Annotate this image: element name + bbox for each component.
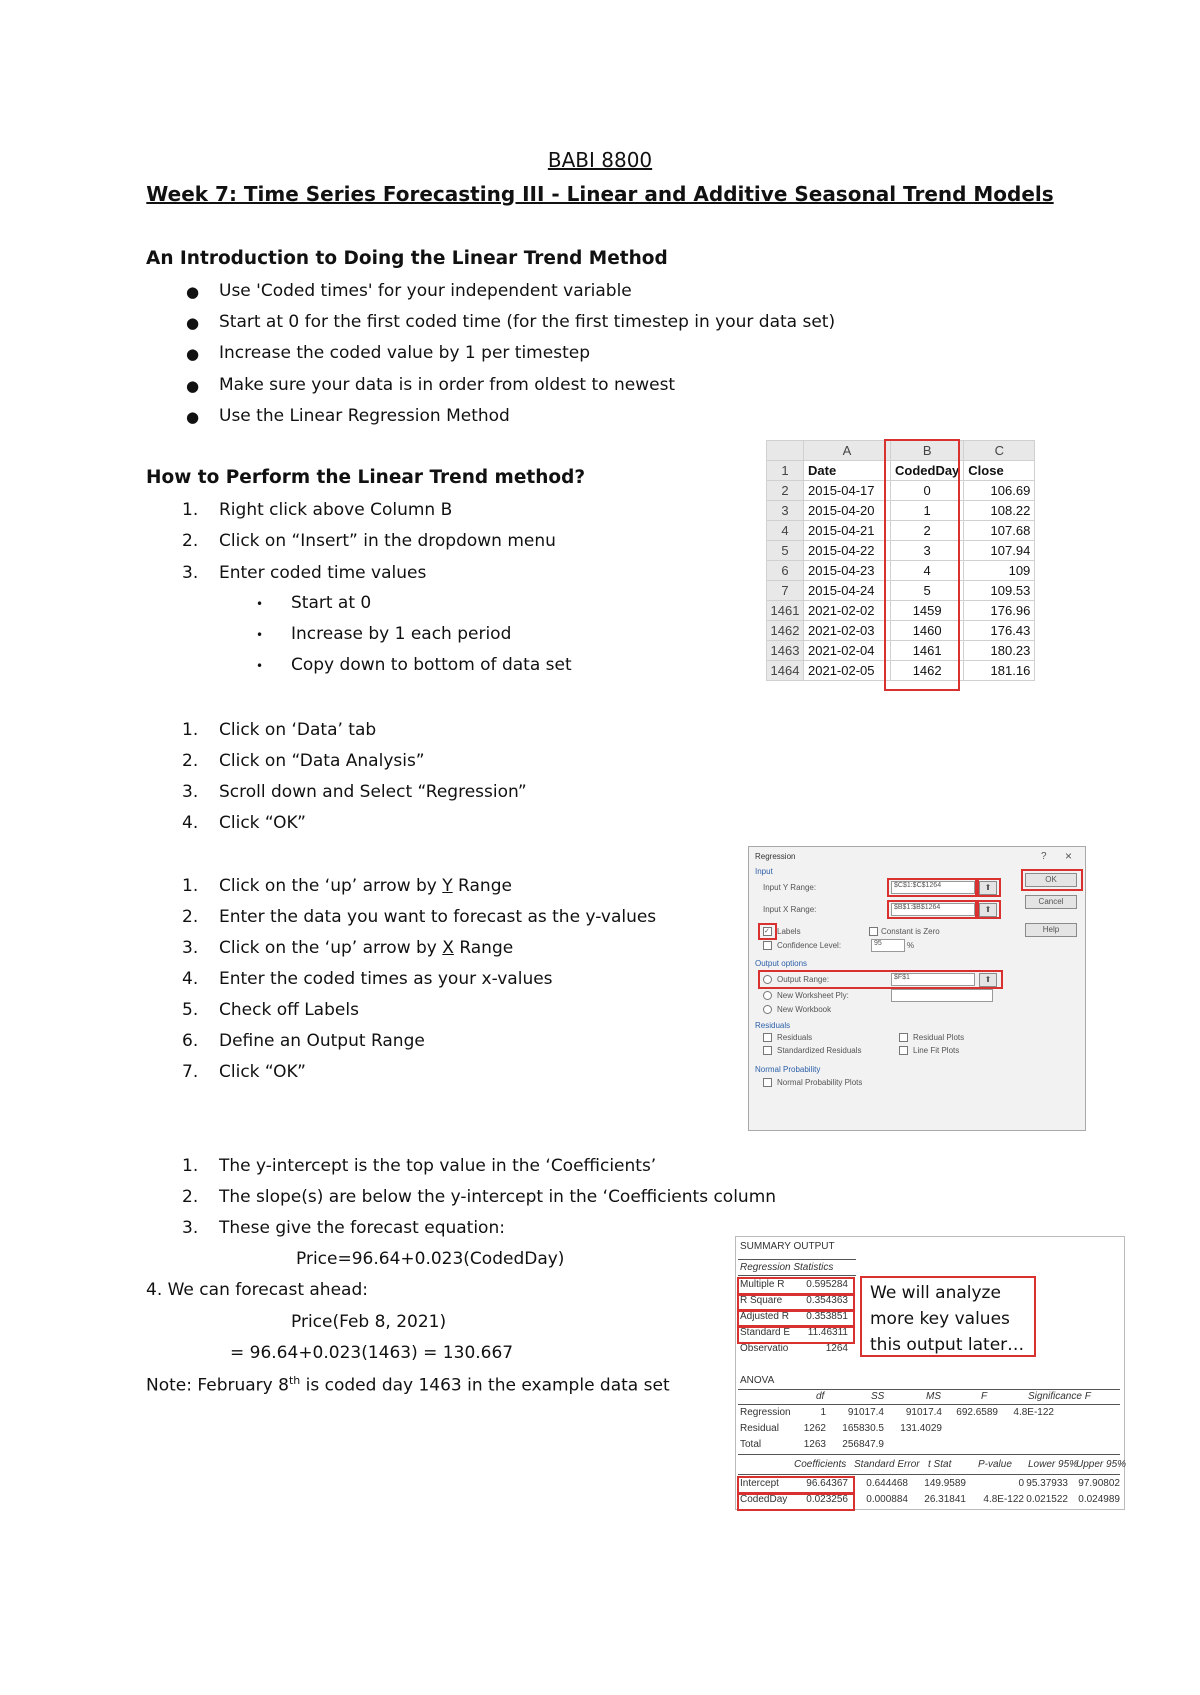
coded-day-cell: CodedDay <box>891 461 964 481</box>
date-cell: 2015-04-23 <box>804 561 891 581</box>
step-number: 5. <box>182 1000 199 1020</box>
coef-header: Coefficients <box>794 1459 847 1470</box>
column-header: B <box>891 441 964 461</box>
forecast-expression: Price(Feb 8, 2021) <box>291 1312 447 1332</box>
note-text: February 8 <box>191 1375 289 1396</box>
divider <box>738 1454 1120 1455</box>
close-cell: 108.22 <box>964 501 1035 521</box>
coef-header: P-value <box>978 1459 1012 1470</box>
date-cell: 2021-02-04 <box>804 641 891 661</box>
up-arrow-icon: ⬆ <box>979 903 997 917</box>
regression-step: Define an Output Range <box>219 1031 425 1051</box>
coef-label-cell: CodedDay <box>740 1494 788 1505</box>
note-text: is coded day 1463 in the example data set <box>300 1375 670 1396</box>
confidence-checkbox <box>763 941 772 950</box>
anova-header: SS <box>871 1391 885 1402</box>
regression-step: Enter the coded times as your x-values <box>219 969 553 989</box>
bullet-icon: ● <box>186 314 200 332</box>
y-range-input: $C$1:$C$1264 <box>891 881 975 894</box>
summary-title: SUMMARY OUTPUT <box>740 1241 835 1252</box>
bullet-icon: • <box>256 659 264 673</box>
step-number: 3. <box>182 563 199 583</box>
residual-plots-checkbox <box>899 1033 908 1042</box>
interpret-step: The slope(s) are below the y-intercept in the ‘Coefficients column <box>219 1187 777 1207</box>
coef-t-cell: 26.31841 <box>924 1494 966 1505</box>
intro-bullet: Make sure your data is in order from oldest to newest <box>219 375 676 395</box>
close-cell: 180.23 <box>964 641 1035 661</box>
divider <box>738 1474 1120 1475</box>
close-cell: 109 <box>964 561 1035 581</box>
anova-label-cell: Residual <box>740 1423 779 1434</box>
forecast-label: 4. We can forecast ahead: <box>146 1280 368 1300</box>
forecast-calculation: = 96.64+0.023(1463) = 130.667 <box>230 1343 514 1363</box>
page-title: Week 7: Time Series Forecasting III - Linear and Additive Seasonal Trend Models <box>146 182 1054 206</box>
intro-heading: An Introduction to Doing the Linear Trend Method <box>146 248 668 269</box>
close-cell: 181.16 <box>964 661 1035 681</box>
coded-day-coef-highlight <box>737 1492 855 1511</box>
cancel-button: Cancel <box>1025 895 1077 909</box>
range-letter: Y <box>442 876 453 896</box>
row-number: 3 <box>767 501 804 521</box>
coef-p-cell: 4.8E-122 <box>983 1494 1024 1505</box>
note-superscript: th <box>288 1374 301 1387</box>
anova-label-cell: Regression <box>740 1407 791 1418</box>
anova-header: F <box>981 1391 988 1402</box>
anova-ss-cell: 165830.5 <box>842 1423 884 1434</box>
perform-step: Enter coded time values <box>219 563 427 583</box>
regression-step <box>219 876 512 896</box>
coef-header: Upper 95% <box>1076 1459 1127 1470</box>
close-cell: 109.53 <box>964 581 1035 601</box>
anova-ss-cell: 256847.9 <box>842 1439 884 1450</box>
residuals-group-label: Residuals <box>755 1021 791 1030</box>
regression-step: Check off Labels <box>219 1000 359 1020</box>
bullet-icon: • <box>256 597 264 611</box>
coef-coef-cell: 0.023256 <box>806 1494 848 1505</box>
divider <box>738 1259 856 1260</box>
coef-p-cell: 0 <box>1018 1478 1024 1489</box>
stat-label: Observatio <box>740 1343 789 1354</box>
coef-lo-cell: 0.021522 <box>1026 1494 1068 1505</box>
divider <box>738 1275 856 1276</box>
step-text: Range <box>452 876 512 896</box>
date-cell: 2015-04-22 <box>804 541 891 561</box>
column-header: A <box>804 441 891 461</box>
confidence-input: 95 <box>871 939 905 952</box>
row-number: 1462 <box>767 621 804 641</box>
row-number: 5 <box>767 541 804 561</box>
data-step: Click on “Data Analysis” <box>219 751 425 771</box>
coef-hi-cell: 97.90802 <box>1078 1478 1120 1489</box>
percent-label: % <box>907 941 915 950</box>
coded-day-cell: 2 <box>891 521 964 541</box>
x-arrow-highlight <box>975 900 1001 919</box>
anova-df-cell: 1 <box>820 1407 826 1418</box>
anova-header: Significance F <box>1028 1391 1091 1402</box>
close-cell: 176.96 <box>964 601 1035 621</box>
coded-day-cell: 1459 <box>891 601 964 621</box>
coded-day-cell: 5 <box>891 581 964 601</box>
regression-dialog-screenshot <box>748 846 1086 1131</box>
divider <box>738 1404 1120 1405</box>
output-group-label: Output options <box>755 959 808 968</box>
ok-button: OK <box>1025 873 1077 887</box>
coded-day-cell: 1461 <box>891 641 964 661</box>
coded-day-highlight <box>884 439 960 691</box>
coef-se-cell: 0.000884 <box>866 1494 908 1505</box>
coef-coef-cell: 96.64367 <box>806 1478 848 1489</box>
anova-heading: ANOVA <box>740 1375 775 1386</box>
anova-ms-cell: 91017.4 <box>905 1407 942 1418</box>
stat-value: 11.46311 <box>807 1327 848 1338</box>
date-cell: 2021-02-03 <box>804 621 891 641</box>
step-text: Click on the ‘up’ arrow by <box>219 876 443 896</box>
up-arrow-icon: ⬆ <box>979 881 997 895</box>
close-cell: 106.69 <box>964 481 1035 501</box>
labels-highlight <box>758 923 777 940</box>
date-cell: 2015-04-20 <box>804 501 891 521</box>
perform-substep: Increase by 1 each period <box>291 624 512 644</box>
confidence-label: Confidence Level: <box>777 941 842 950</box>
callout-line: We will analyze <box>870 1283 1001 1303</box>
close-cell: 107.68 <box>964 521 1035 541</box>
data-step: Scroll down and Select “Regression” <box>219 782 527 802</box>
stat-label: Adjusted R <box>740 1311 789 1322</box>
input-group-label: Input <box>755 867 773 876</box>
coded-day-cell: 4 <box>891 561 964 581</box>
anova-df-cell: 1262 <box>803 1423 826 1434</box>
anova-sig-cell: 4.8E-122 <box>1013 1407 1054 1418</box>
step-number: 1. <box>182 1156 199 1176</box>
stat-value: 1264 <box>825 1343 848 1354</box>
intro-bullet: Increase the coded value by 1 per timestep <box>219 343 590 363</box>
coef-hi-cell: 0.024989 <box>1078 1494 1120 1505</box>
coef-label-cell: Intercept <box>740 1478 779 1489</box>
close-cell: Close <box>964 461 1035 481</box>
anova-ss-cell: 91017.4 <box>847 1407 884 1418</box>
intro-bullet: Start at 0 for the first coded time (for the first timestep in your data set) <box>219 312 836 332</box>
date-cell: 2015-04-17 <box>804 481 891 501</box>
close-icon: × <box>1065 849 1073 863</box>
regression-step: Click “OK” <box>219 1062 306 1082</box>
perform-step: Click on “Insert” in the dropdown menu <box>219 531 556 551</box>
bullet-icon: • <box>256 628 264 642</box>
row-number: 1461 <box>767 601 804 621</box>
coded-day-cell: 1 <box>891 501 964 521</box>
labels-checkbox: ✓ <box>763 927 772 936</box>
up-arrow-icon: ⬆ <box>979 973 997 987</box>
constant-zero-label: Constant is Zero <box>881 927 940 936</box>
stat-label: Standard E <box>740 1327 791 1338</box>
output-range-label: Output Range: <box>777 975 830 984</box>
step-number: 2. <box>182 907 199 927</box>
coded-day-cell: 1460 <box>891 621 964 641</box>
residuals-checkbox <box>763 1033 772 1042</box>
help-button: Help <box>1025 923 1077 937</box>
interpret-step: These give the forecast equation: <box>219 1218 505 1238</box>
data-step: Click “OK” <box>219 813 306 833</box>
stat-value: 0.595284 <box>806 1279 848 1290</box>
coef-lo-cell: 95.37933 <box>1026 1478 1068 1489</box>
bullet-icon: ● <box>186 377 200 395</box>
new-worksheet-input <box>891 989 993 1002</box>
date-cell: 2021-02-02 <box>804 601 891 621</box>
step-number: 4. <box>182 813 199 833</box>
new-worksheet-label: New Worksheet Ply: <box>777 991 849 1000</box>
line-fit-label: Line Fit Plots <box>913 1046 960 1055</box>
output-range-highlight <box>758 970 1003 989</box>
std-residuals-checkbox <box>763 1046 772 1055</box>
step-number: 2. <box>182 751 199 771</box>
range-letter: X <box>442 938 454 958</box>
coef-header: Standard Error <box>854 1459 920 1470</box>
coef-header: t Stat <box>928 1459 952 1470</box>
data-step: Click on ‘Data’ tab <box>219 720 377 740</box>
step-number: 1. <box>182 500 199 520</box>
corner-cell <box>767 441 804 461</box>
course-code: BABI 8800 <box>547 148 653 172</box>
residuals-label: Residuals <box>777 1033 813 1042</box>
step-number: 3. <box>182 938 199 958</box>
stat-value: 0.354363 <box>806 1295 848 1306</box>
regression-stats-heading: Regression Statistics <box>740 1262 834 1273</box>
note-prefix: Note: <box>146 1375 192 1396</box>
coef-se-cell: 0.644468 <box>866 1478 908 1489</box>
row-number: 1 <box>767 461 804 481</box>
coded-day-cell: 0 <box>891 481 964 501</box>
forecast-equation: Price=96.64+0.023(CodedDay) <box>296 1249 565 1269</box>
normal-plots-label: Normal Probability Plots <box>777 1078 863 1087</box>
date-cell: 2015-04-21 <box>804 521 891 541</box>
close-cell: 107.94 <box>964 541 1035 561</box>
date-cell: Date <box>804 461 891 481</box>
x-range-input: $B$1:$B$1264 <box>891 903 975 916</box>
regression-step <box>219 938 513 958</box>
x-range-highlight <box>887 900 979 919</box>
perform-heading: How to Perform the Linear Trend method? <box>146 467 586 488</box>
date-cell: 2021-02-05 <box>804 661 891 681</box>
intro-bullet: Use 'Coded times' for your independent variable <box>219 281 632 301</box>
stat-label: R Square <box>740 1295 783 1306</box>
y-range-highlight <box>887 878 979 897</box>
standard-error-highlight <box>737 1325 855 1344</box>
x-range-label: Input X Range: <box>763 905 817 914</box>
new-worksheet-radio <box>763 991 772 1000</box>
line-fit-checkbox <box>899 1046 908 1055</box>
new-workbook-radio <box>763 1005 772 1014</box>
step-number: 6. <box>182 1031 199 1051</box>
row-number: 6 <box>767 561 804 581</box>
new-workbook-label: New Workbook <box>777 1005 832 1014</box>
anova-label-cell: Total <box>740 1439 762 1450</box>
row-number: 1464 <box>767 661 804 681</box>
output-range-input: $F$1 <box>891 973 975 986</box>
close-cell: 176.43 <box>964 621 1035 641</box>
coef-header: Lower 95% <box>1028 1459 1079 1470</box>
bullet-icon: ● <box>186 408 200 426</box>
coded-day-cell: 1462 <box>891 661 964 681</box>
row-number: 4 <box>767 521 804 541</box>
step-text: Click on the ‘up’ arrow by <box>219 938 443 958</box>
bullet-icon: ● <box>186 345 200 363</box>
y-range-label: Input Y Range: <box>763 883 817 892</box>
normal-plots-checkbox <box>763 1078 772 1087</box>
anova-header: df <box>816 1391 825 1402</box>
callout-line: more key values <box>870 1309 1010 1329</box>
date-cell: 2015-04-24 <box>804 581 891 601</box>
row-number: 7 <box>767 581 804 601</box>
coef-t-cell: 149.9589 <box>924 1478 966 1489</box>
ok-highlight <box>1021 869 1083 891</box>
step-number: 4. <box>182 969 199 989</box>
intro-bullet: Use the Linear Regression Method <box>219 406 510 426</box>
stat-label: Multiple R <box>740 1279 785 1290</box>
step-number: 2. <box>182 1187 199 1207</box>
stat-value: 0.353851 <box>806 1311 848 1322</box>
step-number: 7. <box>182 1062 199 1082</box>
anova-header: MS <box>926 1391 941 1402</box>
anova-f-cell: 692.6589 <box>956 1407 998 1418</box>
row-number: 1463 <box>767 641 804 661</box>
step-number: 2. <box>182 531 199 551</box>
y-arrow-highlight <box>975 878 1001 897</box>
step-number: 3. <box>182 1218 199 1238</box>
labels-label: Labels <box>777 927 801 936</box>
row-number: 2 <box>767 481 804 501</box>
interpret-step: The y-intercept is the top value in the ‘Coefficients’ <box>219 1156 657 1176</box>
help-icon: ? <box>1041 851 1047 862</box>
step-text: Range <box>453 938 514 958</box>
bullet-icon: ● <box>186 283 200 301</box>
anova-ms-cell: 131.4029 <box>900 1423 942 1434</box>
coded-day-cell: 3 <box>891 541 964 561</box>
anova-df-cell: 1263 <box>803 1439 826 1450</box>
normal-group-label: Normal Probability <box>755 1065 821 1074</box>
step-number: 1. <box>182 876 199 896</box>
perform-step: Right click above Column B <box>219 500 453 520</box>
note <box>146 1374 670 1396</box>
std-residuals-label: Standardized Residuals <box>777 1046 862 1055</box>
dialog-title: Regression <box>755 852 796 861</box>
divider <box>738 1389 1120 1390</box>
column-header: C <box>964 441 1035 461</box>
callout-box <box>860 1276 1036 1357</box>
callout-line: this output later… <box>870 1335 1025 1355</box>
perform-substep: Copy down to bottom of data set <box>291 655 572 675</box>
step-number: 3. <box>182 782 199 802</box>
perform-substep: Start at 0 <box>291 593 372 613</box>
residual-plots-label: Residual Plots <box>913 1033 965 1042</box>
step-number: 1. <box>182 720 199 740</box>
regression-step: Enter the data you want to forecast as the y-values <box>219 907 657 927</box>
constant-zero-checkbox <box>869 927 878 936</box>
